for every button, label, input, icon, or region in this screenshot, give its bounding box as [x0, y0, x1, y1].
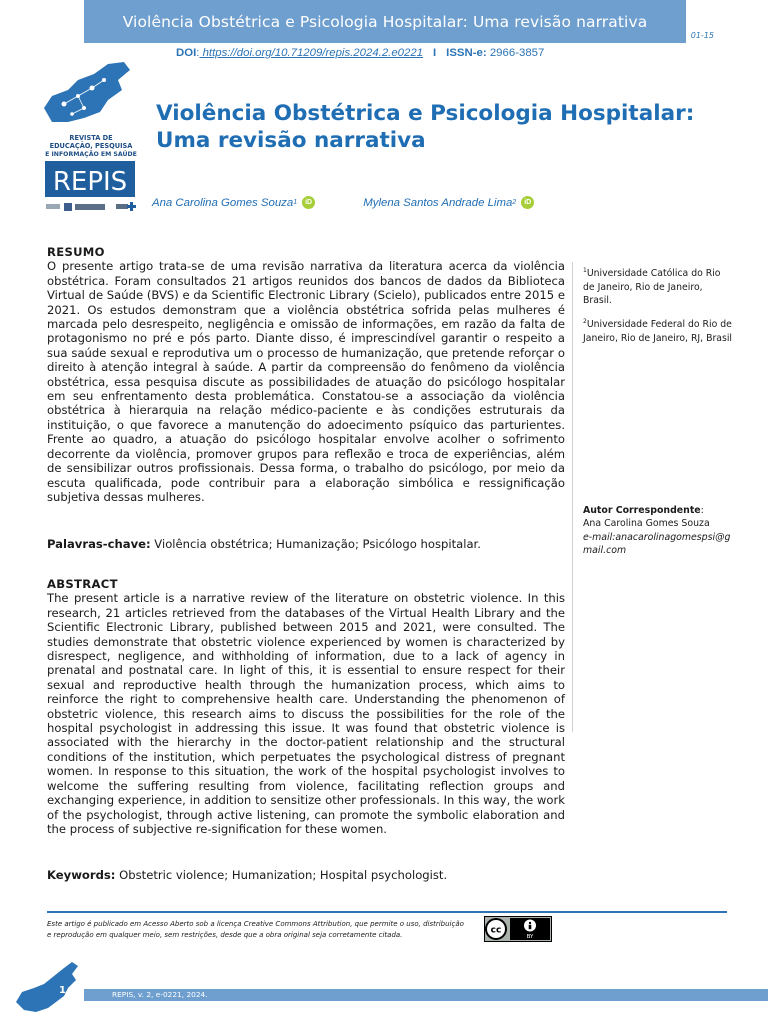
partner-logo-3 [75, 204, 105, 210]
resumo-section [47, 245, 565, 504]
affiliation-2 [583, 315, 733, 345]
page-range: 01-15 [690, 31, 714, 40]
affiliation-1 [583, 264, 733, 308]
corresponding-label-line [583, 504, 733, 517]
article-title [156, 100, 736, 154]
doi-separator: I [433, 47, 437, 59]
author-list [152, 196, 534, 209]
logo-line-1: REVISTA DE [69, 134, 113, 142]
partner-logo-1 [46, 204, 60, 209]
sidebar-divider [572, 262, 573, 732]
palavras-chave-values: Violência obstétrica; Humanização; Psicólogo hospitalar. [150, 537, 481, 551]
palavras-chave-label: Palavras-chave: [47, 537, 151, 551]
keywords-label: Keywords: [47, 868, 116, 882]
partner-logo-2 [64, 203, 72, 211]
doi-line: DOI: https://doi.org/10.71209/repis.2024.2.e0221 I ISSN-e: 2966-3857 [176, 47, 545, 59]
affiliation-1-text: Universidade Católica do Rio de Janeiro, Rio de Janeiro, Brasil. [583, 268, 721, 307]
running-title: Violência Obstétrica e Psicologia Hospitalar: Uma revisão narrativa [122, 12, 648, 31]
orcid-icon[interactable]: iD [302, 196, 315, 209]
orcid-icon[interactable]: iD [521, 196, 534, 209]
affiliation-2-text: Universidade Federal do Rio de Janeiro, Rio de Janeiro, RJ, Brasil [583, 319, 732, 344]
page-number: 1 [59, 985, 66, 996]
corresponding-email[interactable]: e-mail:anacarolinagomespsi@gmail.com [583, 531, 731, 557]
author-1-name: Ana Carolina Gomes Souza [152, 196, 294, 209]
rio-map-icon [44, 62, 130, 122]
repis-logo [38, 60, 144, 220]
resumo-text: O presente artigo trata-se de uma revisão narrativa da literatura acerca da violência obstétrica. Foram consultados 21 artigos reunidos dos bancos de dados da Biblioteca Virtual de Saúde (BVS) e da Scientific Electronic Library (Scielo), publicados entre 2015 e 2021. Os estudos demonstram que a violência obstétrica sofrida pelas mulheres é marcada pelo desrespeito, negligência e omissão de informações, em razão da falta de protagonismo no pré e pós parto. Diante disso, é imprescindível garantir o respeito a sua saúde sexual e reprodutiva um o processo de humanização, que pretende reforçar o direito à atenção integral à saúde. A partir da compreensão do fenômeno da violência obstétrica, essa pesquisa discute as possibilidades de atuação do psicólogo hospitalar em seu enfrentamento desta problemática. Constatou-se a associação da violência obstétrica à hierarquia na relação médico-paciente e às condições estruturais da instituição, o que favorece a manutenção do adoecimento psíquico das parturientes. Frente ao quadro, a atuação do psicólogo hospitalar envolve acolher o sofrimento decorrente da violência, promover grupos para reflexão e troca de experiências, além de sensibilizar outros profissionais. Dessa forma, o trabalho do psicólogo, por meio da escuta qualificada, pode contribuir para a elaboração simbólica e ressignificação subjetiva dessas mulheres. [47, 259, 565, 504]
running-title-bar [84, 0, 686, 43]
resumo-heading: RESUMO [47, 245, 105, 259]
author-1-sup: 1 [293, 199, 298, 206]
author-2 [363, 196, 534, 209]
license-text: Este artigo é publicado em Acesso Aberto sob a licença Creative Commons Attribution, que permite o uso, distribuição e reprodução em qualquer meio, sem restrições, desde que a obra original seja corretamente citada. [47, 920, 464, 939]
corresponding-colon: : [700, 505, 704, 516]
title-line-1: Violência Obstétrica e Psicologia Hospitalar: [156, 101, 695, 126]
corresponding-label: Autor Correspondente [583, 505, 701, 516]
author-1 [152, 196, 315, 209]
cc-badge-label: BY [526, 934, 534, 940]
abstract-section [47, 577, 565, 836]
keywords [47, 868, 565, 882]
footer-rule [47, 911, 727, 913]
logo-acronym: REPIS [52, 167, 128, 197]
logo-line-2: EDUCAÇÃO, PESQUISA [49, 142, 133, 150]
footer-citation: REPIS, v. 2, e-0221, 2024. [112, 990, 208, 999]
author-2-sup: 2 [512, 199, 517, 206]
doi-label: DOI [176, 47, 197, 59]
corresponding-name: Ana Carolina Gomes Souza [583, 518, 710, 530]
cc-by-badge[interactable] [484, 916, 552, 942]
affiliation-1-sup: 1 [583, 267, 587, 274]
partner-logo-4 [116, 204, 128, 209]
keywords-values: Obstetric violence; Humanization; Hospital psychologist. [115, 868, 448, 882]
rio-map-footer-icon [14, 958, 94, 1018]
doi-link[interactable]: https://doi.org/10.71209/repis.2024.2.e0221 [199, 47, 423, 59]
affiliation-2-sup: 2 [583, 318, 587, 325]
svg-text:cc: cc [490, 925, 502, 936]
logo-line-3: E INFORMAÇÃO EM SAÚDE [45, 151, 137, 158]
issn-value: 2966-3857 [486, 47, 545, 59]
abstract-text: The present article is a narrative review of the literature on obstetric violence. In this research, 21 articles retrieved from the databases of the Virtual Health Library and the Scientific Electronic Library, published between 2015 and 2021, were consulted. The studies demonstrate that obstetric violence experienced by women is characterized by disrespect, negligence, and withholding of information, due to a lack of agency in prenatal and postnatal care. In light of this, it is essential to ensure respect for their sexual and reproductive health through the humanization process, which aims to reinforce the right to comprehensive health care. Understanding the phenomenon of obstetric violence, this research aims to discuss the possibilities for the role of the hospital psychologist in addressing this issue. It was found that obstetric violence is associated with the hierarchy in the doctor-patient relationship and the structural conditions of the institution, which perpetuates the psychological distress of pregnant women. In response to this situation, the work of the hospital psychologist involves to welcome the suffering resulting from violence, facilitating reflection groups and exchanging experience, in addition to sensitize other professionals. In this way, the work of the psychologist, through active listening, can promote the symbolic elaboration and the process of subjective re-signification for these women. [47, 591, 565, 836]
abstract-heading: ABSTRACT [47, 577, 118, 591]
issn-label: ISSN-e: [446, 47, 487, 59]
title-line-2: Uma revisão narrativa [156, 128, 426, 153]
palavras-chave [47, 537, 565, 551]
author-2-name: Mylena Santos Andrade Lima [363, 196, 513, 209]
plus-icon [127, 202, 136, 211]
corresponding-author [583, 504, 733, 558]
